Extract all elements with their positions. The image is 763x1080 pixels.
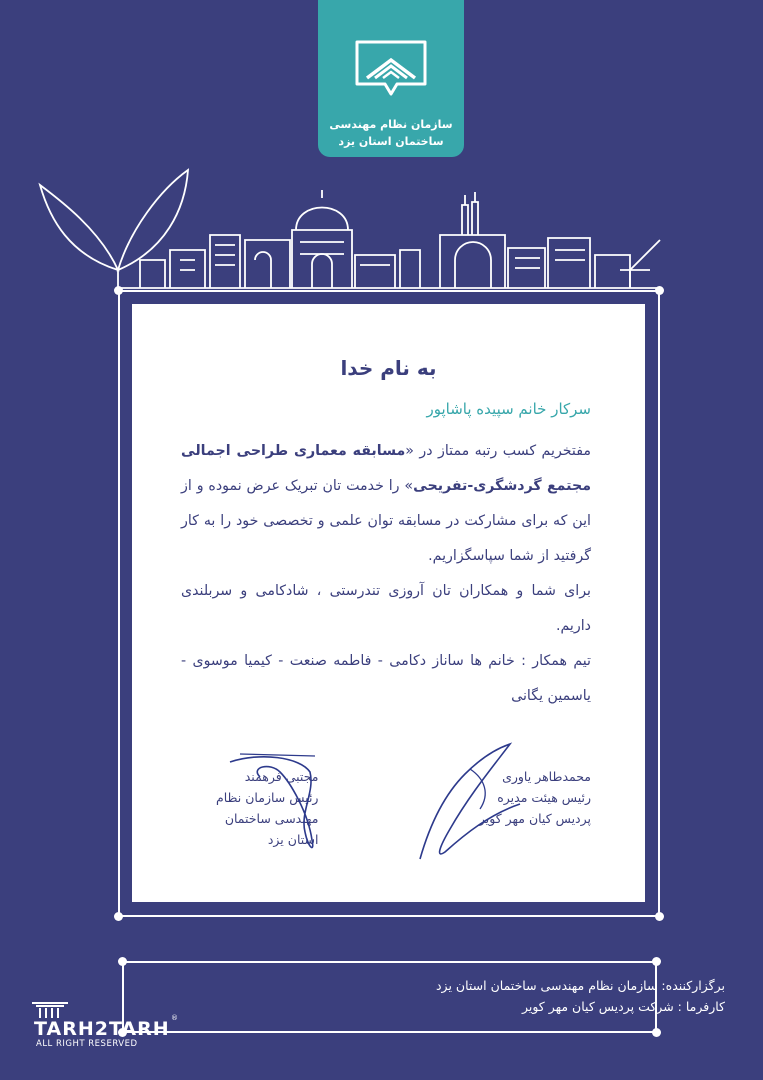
body-paragraph-2: برای شما و همکاران تان آروزی تندرستی ، شادکامی و سربلندی داریم.: [181, 583, 591, 634]
competition-name: مسابقه معماری طراحی اجمالی مجتمع گردشگری-تفریحی: [181, 443, 591, 494]
signer-title-line: رئیس هیئت مدیره: [497, 790, 591, 805]
certificate-paper: [132, 304, 645, 902]
footer-corner-dot: [118, 957, 127, 966]
recipient-name: سرکار خانم سپیده پاشاپور: [426, 400, 591, 418]
handwritten-signature-left: [220, 742, 330, 862]
signer-title-line: مهندسی ساختمان: [224, 811, 319, 826]
signer-name: محمدطاهر یاوری: [502, 769, 591, 784]
organization-logo: [318, 0, 464, 157]
watermark-subtitle: ALL RIGHT RESERVED: [36, 1039, 138, 1049]
body-paragraph-1: [181, 434, 591, 574]
signer-title-line: استان یزد: [267, 832, 319, 847]
frame-corner-dot: [114, 286, 123, 295]
logo-text-line2: ساختمان استان یزد: [338, 135, 444, 148]
footer-organizer: برگزارکننده: سازمان نظام مهندسی ساختمان استان یزد: [435, 978, 725, 993]
handwritten-signature-right: [410, 734, 550, 869]
body-text-after: » را خدمت تان تبریک عرض نموده و از این که برای مشارکت در مسابقه توان علمی و تخصصی خود را به کار گرفتید از شما سپاسگزاریم.: [181, 478, 591, 564]
registered-mark: ®: [171, 1014, 178, 1022]
watermark-brand: TARH2TARH: [34, 1018, 170, 1040]
footer-corner-dot: [652, 957, 661, 966]
column-logo-icon: [30, 1000, 70, 1018]
body-paragraph-3: تیم همکار : خانم ها ساناز دکامی - فاطمه صنعت - کیمیا موسوی - یاسمین یگانی: [181, 653, 591, 704]
certificate-body: [181, 434, 591, 714]
frame-corner-dot: [114, 912, 123, 921]
city-skyline-illustration: [0, 160, 763, 300]
house-logo-icon: [353, 38, 429, 100]
footer-info-box: [122, 961, 657, 1033]
signer-title-line: رئیس سازمان نظام: [216, 790, 319, 805]
page-title: به نام خدا: [340, 356, 437, 380]
signer-title-line: پردیس کیان مهر کویر: [478, 811, 591, 826]
footer-employer: کارفرما : شرکت پردیس کیان مهر کویر: [521, 999, 725, 1014]
signer-name: مجتبی فرهمند: [244, 769, 319, 784]
frame-corner-dot: [655, 286, 664, 295]
logo-text-line1: سازمان نظام مهندسی: [329, 118, 453, 131]
footer-corner-dot: [652, 1028, 661, 1037]
frame-corner-dot: [655, 912, 664, 921]
body-text-before: مفتخریم کسب رتبه ممتاز در «: [405, 443, 591, 459]
